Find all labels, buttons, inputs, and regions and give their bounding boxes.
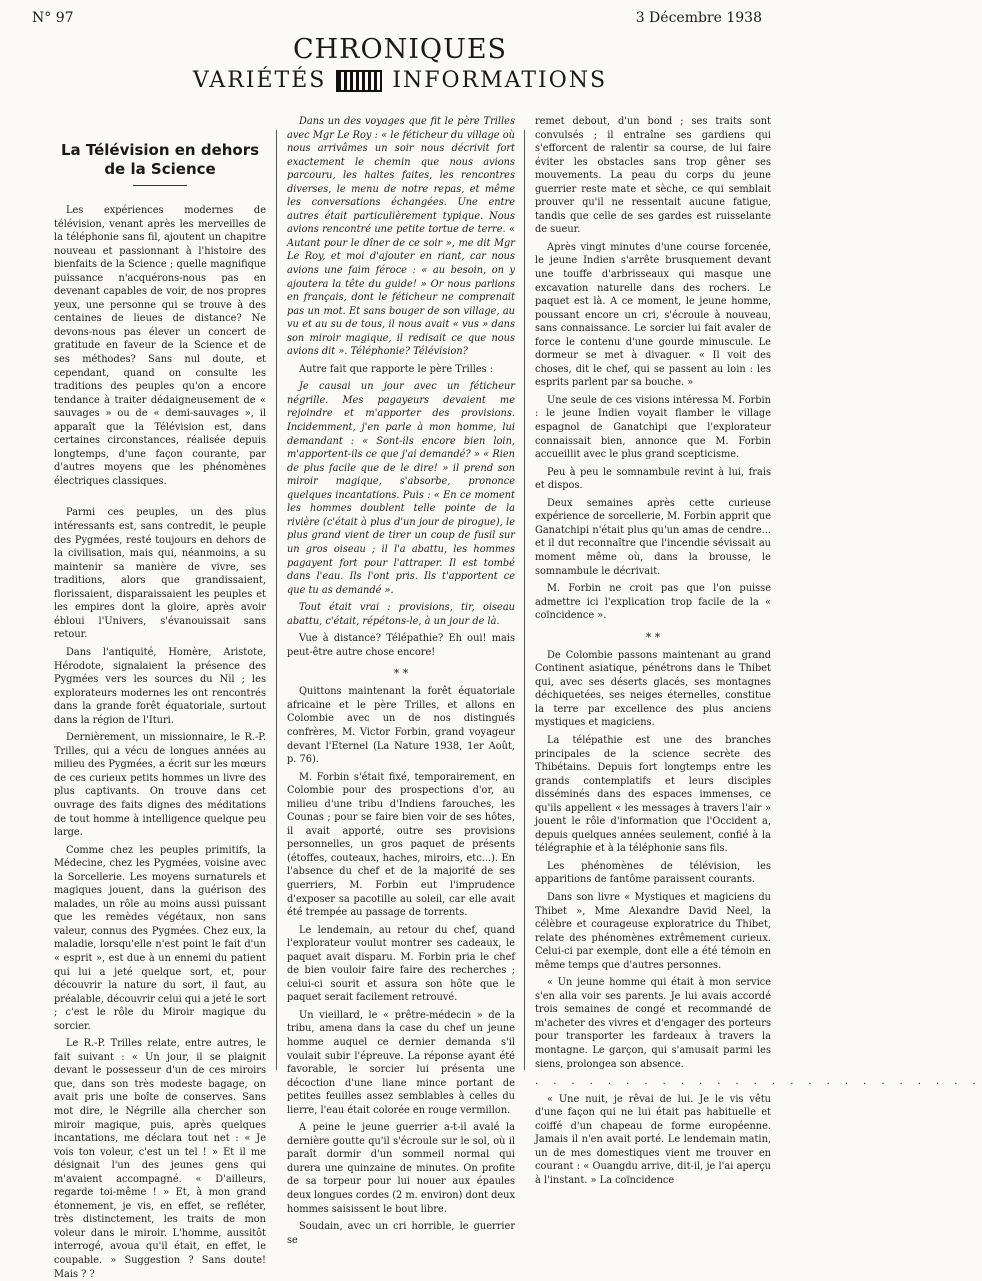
paragraph: La télépathie est une des branches principales de la science secrète des Thibétains. Depuis fort longtemps entre les grands contemplatifs et leurs disciples disséminés dans des espaces immenses, ce qu'ils appellent « les messages à travers l'air » jouent le rôle d'information que l'Occident a, depuis quelques années seulement, confié à la télégraphie et à la téléphonie sans fils. bbox=[535, 734, 771, 855]
column-3 bbox=[535, 115, 982, 1186]
issue-date: 3 Décembre 1938 bbox=[635, 10, 762, 26]
paragraph: Dans l'antiquité, Homère, Aristote, Hérodote, signalaient la présence des Pygmées vers les sources du Nil ; les explorateurs modernes les ont rencontrés dans la grande forêt équatoriale, surtout dans la région de l'Ituri. bbox=[54, 646, 266, 726]
section-subtitle bbox=[0, 68, 800, 93]
paragraph: Le lendemain, au retour du chef, quand l'explorateur voulut montrer ses cadeaux, le paquet avait disparu. M. Forbin pria le chef de bien vouloir faire faire des recherches ; celui-ci sourit et assura son hôte que le paquet serait facilement retrouvé. bbox=[287, 924, 515, 1004]
section-title: CHRONIQUES bbox=[292, 34, 508, 65]
title-rule bbox=[133, 185, 187, 186]
column-1 bbox=[54, 115, 266, 1280]
paragraph: Comme chez les peuples primitifs, la Médecine, chez les Pygmées, voisine avec la Sorcellerie. Les moyens surnaturels et magiques jouent, dans la guérison des malades, un rôle au moins aussi puissant que les remèdes végétaux, non sans valeur, connus des Pygmées. Chez eux, la maladie, lorsqu'elle n'est point le fait d'un « esprit », est due à un ennemi du patient qui lui a jeté quelque sort, et, pour découvrir la nature du sort, il faut, au préalable, découvrir celui qui a jeté le sort ; c'est le rôle du Miroir magique du sorcier. bbox=[54, 844, 266, 1032]
paragraph: Après vingt minutes d'une course forcenée, le jeune Indien s'arrête brusquement devant une touffe d'arbrisseaux qui masque une excavation naturelle dans des rochers. Le paquet est là. A ce moment, le jeune homme, poussant encore un cri, s'écroule à nouveau, sans connaissance. Le sorcier lui fait avaler de force le contenu d'une gourde minuscule. Le dormeur se met à divaguer. « Il voit des choses, dit le chef, qui se passent au loin : les esprits parlent par sa bouche. » bbox=[535, 241, 771, 389]
paragraph: Autre fait que rapporte le père Trilles : bbox=[299, 363, 494, 375]
paragraph: Peu à peu le somnambule revint à lui, frais et dispos. bbox=[535, 466, 771, 492]
paragraph: M. Forbin ne croit pas que l'on puisse admettre ici l'explication trop facile de la « coïncidence ». bbox=[535, 583, 771, 622]
quote-paragraph: Je causai un jour avec un féticheur négrille. Mes pagayeurs devaient me rejoindre et m'apporter des provisions. Incidemment, j'en parle à mon homme, lui demandant : « Sont-ils encore bien loin, m'apportent-ils ce que j'ai demandé? » « Rien de plus facile que de le dire! » il prend son miroir magique, s'absorbe, prononce quelques incantations. Puis : « En ce moment les hommes doublent telle pointe de la rivière (c'était à plus d'un jour de pirogue), le plus grand vient de tirer un coup de fusil sur un gros oiseau ; il l'a abattu, les hommes pagayent fort pour l'attraper. Il est tombé dans l'eau. Ils l'ont pris. Ils t'apportent ce que tu as demandé ». bbox=[287, 381, 515, 596]
paragraph: Vue à distance? Télépathie? Eh oui! mais peut-être autre chose encore! bbox=[287, 633, 515, 658]
column-divider bbox=[276, 130, 277, 1070]
paragraph: Deux semaines après cette curieuse expérience de sorcellerie, M. Forbin apprit que Ganatchipi n'était plus qu'un amas de cendre... et il dut reconnaître que l'incendie sévissait au moment même où, dans la brousse, le somnambule le décrivait. bbox=[535, 497, 771, 577]
paragraph: « Une nuit, je rêvai de lui. Je le vis vêtu d'une façon qui ne lui était pas habituelle et coiffé d'un chapeau de forme européenne. Jamais il n'en avait porté. Le lendemain matin, un de mes domestiques vient me trouver en courant : « Ouangdu arrive, dit-il, je l'ai aperçu à l'instant. » La coïncidence bbox=[535, 1093, 771, 1186]
paragraph: Soudain, avec un cri horrible, le guerrier se bbox=[287, 1221, 515, 1246]
subtitle-right: INFORMATIONS bbox=[392, 68, 608, 93]
section-separator: * * bbox=[645, 630, 661, 644]
quote-paragraph: Tout était vrai : provisions, tir, oiseau abattu, c'était, répétons-le, à un jour de là. bbox=[287, 602, 515, 627]
article-title: La Télévision en dehors de la Science bbox=[60, 141, 260, 178]
paragraph: Dans son livre « Mystiques et magiciens du Thibet », Mme Alexandre David Neel, la célèbre et courageuse exploratrice du Thibet, relate des phénomènes extrêmement curieux. Celui-ci par exemple, dont elle a été témoin en même temps que d'autres personnes. bbox=[535, 891, 771, 971]
issue-number: N° 97 bbox=[32, 10, 74, 26]
paragraph: De Colombie passons maintenant au grand Continent asiatique, pénétrons dans le Thibet qui, avec ses déserts glacés, ses montagnes déchiquetées, ses neiges éternelles, constitue la terre par excellence des plus anciens mystiques et magiciens. bbox=[535, 649, 771, 729]
ornament-logo-icon bbox=[336, 70, 382, 92]
paragraph: A peine le jeune guerrier a-t-il avalé la dernière goutte qu'il s'écroule sur le sol, où il paraît dormir d'un sommeil normal qui durera une quinzaine de minutes. On profite de sa torpeur pour lui nouer aux épaules deux longues cordes (2 m. environ) dont deux hommes saisissent le bout libre. bbox=[287, 1122, 515, 1215]
subtitle-left: VARIÉTÉS bbox=[192, 68, 327, 93]
paragraph: Quittons maintenant la forêt équatoriale africaine et le père Trilles, et allons en Colombie avec un de nos distingués confrères, M. Victor Forbin, grand voyageur devant l'Eternel (La Nature 1938, 1er Août, p. 76). bbox=[287, 686, 515, 766]
paragraph: remet debout, d'un bond ; ses traits sont convulsés ; il entraîne ses gardiens qui s'efforcent de ralentir sa course, de lui faire éviter les obstacles sans trop gêner ses mouvements. La peau du corps du jeune guerrier reste mate et sèche, ce qui semblait prouver qu'il ne ressentait aucune fatigue, tandis que celle de ses gardes est ruisselante de sueur. bbox=[535, 116, 771, 236]
column-2 bbox=[287, 115, 515, 1246]
paragraph: Les phénomènes de télévision, les apparitions de fantôme paraissent courants. bbox=[535, 860, 771, 886]
paragraph: Les expériences modernes de télévision, venant après les merveilles de la téléphonie sans fil, ajoutent un chapitre nouveau et passionnant à l'histoire des bienfaits de la Science ; quelle magnifique puissance n'acquérons-nous pas en devenant capables de voir, de nos propres yeux, une personne qui se trouve à des centaines de lieues de distance? Ne devons-nous pas élever un concert de gratitude en faveur de la Science et de ses méthodes? Sans nul doute, et cependant, quand on consulte les traditions des peuples qu'on a encore tendance à traiter dédaigneusement de « sauvages » ou de « demi-sauvages », il apparaît que la Télévision est, dans certaines circonstances, réalisée depuis longtemps, d'une façon courante, par d'autres moyens que les phénomènes électriques classiques. bbox=[54, 205, 266, 487]
paragraph: Une seule de ces visions intéressa M. Forbin : le jeune Indien voyait flamber le village espagnol de Ganatchipi que l'explorateur connaissait bien, annonce que M. Forbin accueillit avec le plus grand scepticisme. bbox=[535, 394, 771, 461]
paragraph: Parmi ces peuples, un des plus intéressants est, sans contredit, le peuple des Pygmées, resté toujours en dehors de la civilisation, mais qui, néanmoins, a su maintenir sa manière de vivre, ses traditions, alors que grandissaient, florissaient, disparaissaient les peuples et les empires dont la gloire, après avoir ébloui l'Univers, s'évanouissait sans retour. bbox=[54, 507, 266, 641]
paragraph: M. Forbin s'était fixé, temporairement, en Colombie pour des prospections d'or, au milieu d'une tribu d'Indiens farouches, les Counas ; pour se faire bien voir de ses hôtes, il avait apporté, outre ses provisions personnelles, un gros paquet de présents (étoffes, couteaux, haches, miroirs, etc...). En l'absence du chef et de la majorité de ses guerriers, M. Forbin eut l'imprudence d'exposer sa pacotille au soleil, car elle avait été trempée au passage de torrents. bbox=[287, 771, 515, 919]
paragraph: « Un jeune homme qui était à mon service s'en alla voir ses parents. Je lui avais accordé trois semaines de congé et recommandé de m'acheter des vivres et d'engager des porteurs pour transporter les fardeaux à travers la montagne. Le garçon, qui s'amusait parmi les siens, prolongea son absence. bbox=[535, 977, 771, 1070]
ellipsis-line: . . . . . . . . . . . . . . . . . . . . . . . . . bbox=[535, 1076, 982, 1088]
quote-paragraph: Dans un des voyages que fit le père Trilles avec Mgr Le Roy : « le féticheur du village où nous arrivâmes un soir nous décrivit fort exactement le chemin que nous avions parcouru, les haltes faites, les rencontres diverses, le menu de notre repas, et même les conversations échangées. Une entre autres était particulièrement typique. Nous avions rencontré une petite tortue de terre. « Autant pour le dîner de ce soir », me dit Mgr Le Roy, et moi d'ajouter en riant, car nous avions une faim féroce : « au besoin, on y ajoutera la tête du guide! » Or nous parlions en français, dont le féticheur ne comprenait pas un mot. Et sans bouger de son village, au vu et au su de tous, il nous avait « vus » dans son miroir magique, il redisait ce que nous avions dit ». Téléphonie? Télévision? bbox=[287, 116, 515, 358]
section-separator: * * bbox=[393, 667, 409, 681]
column-divider bbox=[524, 130, 525, 1070]
paragraph: Le R.-P. Trilles relate, entre autres, le fait suivant : « Un jour, il se plaignit devant le possesseur d'un de ces miroirs que, dans son très modeste bagage, on avait pris une boîte de conserves. Sans mot dire, le Négrille alla chercher son miroir magique, puis, après quelques incantations, me déclara tout net : « Je vois ton voleur, c'est un tel ! » Et il me désignait l'un des jeunes gens qui m'avaient accompagné. « D'ailleurs, regarde toi-même ! » Et, à mon grand étonnement, je vis, en effet, se refléter, très distinctement, les traits de mon voleur dans le miroir. L'homme, aussitôt interrogé, avoua qu'il était, en effet, le coupable. » Suggestion ? Sans doute! Mais ? ? bbox=[54, 1038, 266, 1280]
paragraph: Dernièrement, un missionnaire, le R.-P. Trilles, qui a vécu de longues années au milieu des Pygmées, a écrit sur les mœurs de ces curieux petits hommes un livre des plus captivants. On trouve dans cet ouvrage des faits dignes des méditations de tout homme à intelligence quelque peu large. bbox=[54, 732, 266, 839]
paragraph: Un vieillard, le « prêtre-médecin » de la tribu, amena dans la case du chef un jeune homme auquel ce dernier demanda s'il voulait subir l'épreuve. La réponse ayant été favorable, le sorcier lui présenta une décoction d'une liane mince portant de petites feuilles assez semblables à celles du lierre, l'eau était colorée en rouge vermillon. bbox=[287, 1009, 515, 1116]
page-header bbox=[0, 0, 800, 100]
